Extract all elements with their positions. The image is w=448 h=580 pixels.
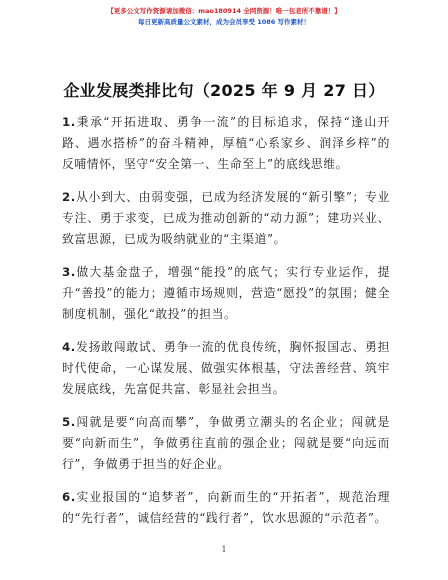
paragraph-3 [62,262,390,325]
paragraph-text: 从小到大、由弱变强，已成为经济发展的“新引擎”；专业专注、勇于求变，已成为推动创新的“动力源”；建功兴业、致富思源，已成为吸纳就业的“主渠道”。 [62,190,390,246]
paragraph-text: 闯就是要“向高而攀”，争做勇立潮头的名企业；闯就是要“向新而生”，争做勇往直前的强企业；闯就是要“向远而行”，争做勇于担当的好企业。 [62,415,390,471]
paragraph-text: 实业报国的“追梦者”，向新而生的“开拓者”，规范治理的“先行者”，诚信经营的“践行者”，饮水思源的“示范者”。 [62,490,390,525]
paragraph-text: 发扬敢闯敢试、勇争一流的优良传统，胸怀报国志、勇担时代使命，一心谋发展、做强实体根基，守法善经营、筑牢发展底线，先富促共富、彰显社会担当。 [62,340,390,396]
paragraph-5 [62,412,390,475]
paragraph-number: 1. [62,115,76,129]
paragraph-number: 5. [62,415,76,429]
paragraph-1 [62,112,390,175]
page-number: 1 [221,545,227,554]
document-title: 企业发展类排比句（2025 年 9 月 27 日） [63,81,385,100]
promo-banner-line-2: 每日更新高质量公文素材，成为会员享受 1086 写作素材！ [137,18,311,26]
document-body [62,112,390,541]
paragraph-number: 2. [62,190,76,204]
promo-banner-line-1: 【更多公文写作资源请加微信：mao180914 全网资源！唯一包老所不靠谱！】 [107,7,341,15]
paragraph-number: 6. [62,490,76,504]
paragraph-number: 3. [62,265,76,279]
paragraph-text: 做大基金盘子，增强“能投”的底气；实行专业运作，提升“善投”的能力；遵循市场规则，营造“愿投”的氛围；健全制度机制，强化“敢投”的担当。 [62,265,390,321]
paragraph-4 [62,337,390,400]
paragraph-2 [62,187,390,250]
paragraph-6 [62,487,390,529]
paragraph-number: 4. [62,340,76,354]
paragraph-text: 秉承“开拓进取、勇争一流”的目标追求，保持“逢山开路、遇水搭桥”的奋斗精神，厚植“心系家乡、润泽乡梓”的反哺情怀，坚守“安全第一、生命至上”的底线思维。 [62,115,390,171]
